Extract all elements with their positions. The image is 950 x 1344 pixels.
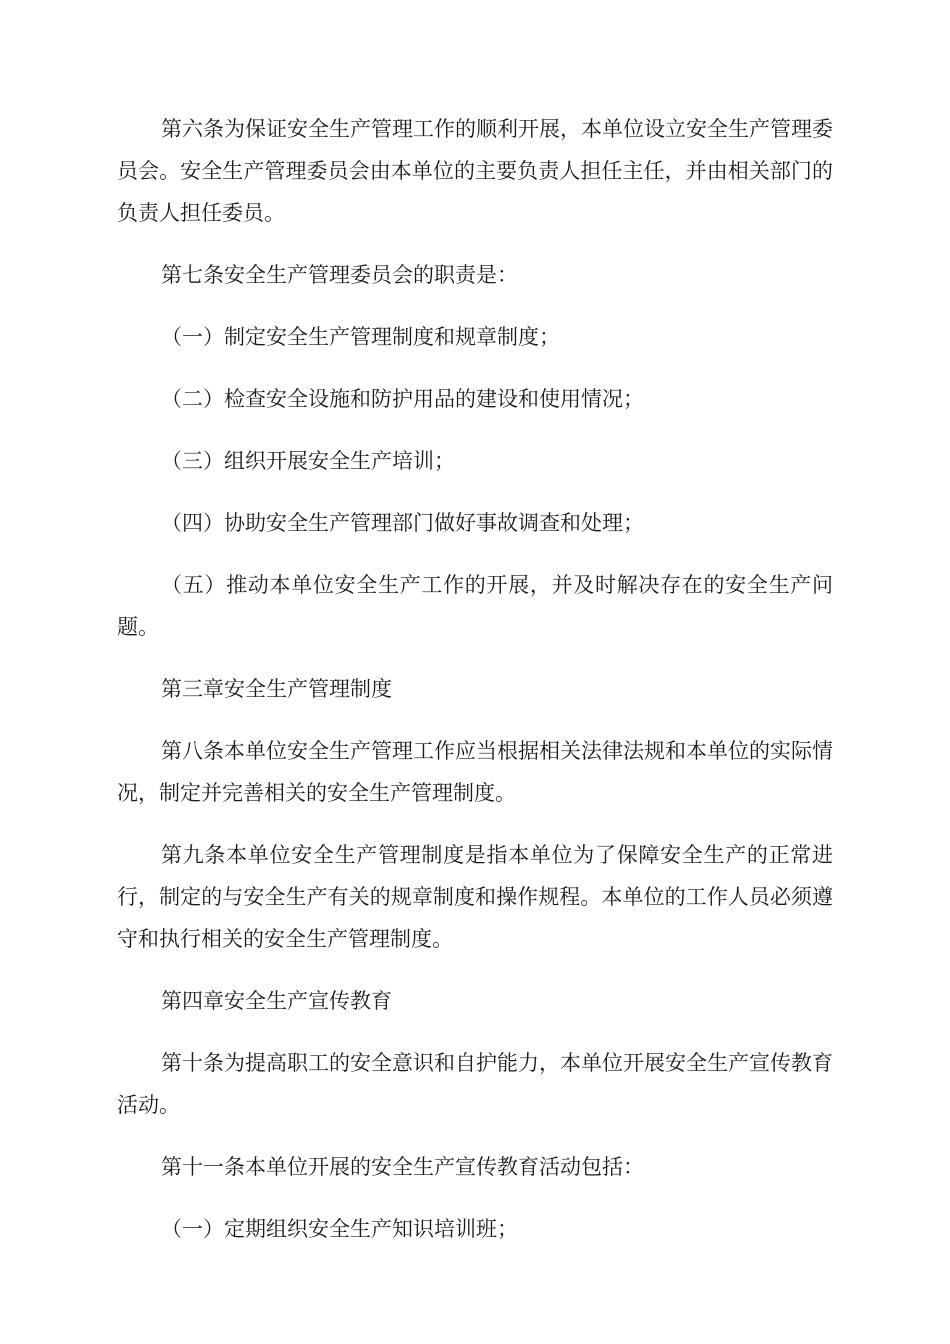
- article-11-paragraph: 第十一条本单位开展的安全生产宣传教育活动包括：: [161, 1155, 644, 1179]
- document-body: [117, 108, 833, 1270]
- article-6-paragraph: 第六条为保证安全生产管理工作的顺利开展，本单位设立安全生产管理委员会。安全生产管理委员会由本单位的主要负责人担任主任，并由相关部门的负责人担任委员。: [117, 117, 833, 225]
- article-11-item-1: （一）定期组织安全生产知识培训班；: [161, 1217, 518, 1241]
- chapter-4-heading: 第四章安全生产宣传教育: [161, 989, 392, 1013]
- article-7-item-2: （二）检查安全设施和防护用品的建设和使用情况；: [161, 387, 644, 411]
- article-7-paragraph: 第七条安全生产管理委员会的职责是：: [161, 263, 518, 287]
- chapter-3-heading: 第三章安全生产管理制度: [161, 677, 392, 701]
- article-7-item-3: （三）组织开展安全生产培训；: [161, 449, 455, 473]
- article-10-paragraph: 第十条为提高职工的安全意识和自护能力，本单位开展安全生产宣传教育活动。: [117, 1051, 833, 1117]
- article-9-paragraph: 第九条本单位安全生产管理制度是指本单位为了保障安全生产的正常进行，制定的与安全生产有关的规章制度和操作规程。本单位的工作人员必须遵守和执行相关的安全生产管理制度。: [117, 843, 833, 951]
- article-8-paragraph: 第八条本单位安全生产管理工作应当根据相关法律法规和本单位的实际情况，制定并完善相关的安全生产管理制度。: [117, 739, 833, 805]
- article-7-item-4: （四）协助安全生产管理部门做好事故调查和处理；: [161, 511, 644, 535]
- article-7-item-5: （五）推动本单位安全生产工作的开展，并及时解决存在的安全生产问题。: [117, 573, 833, 639]
- article-7-item-1: （一）制定安全生产管理制度和规章制度；: [161, 325, 560, 349]
